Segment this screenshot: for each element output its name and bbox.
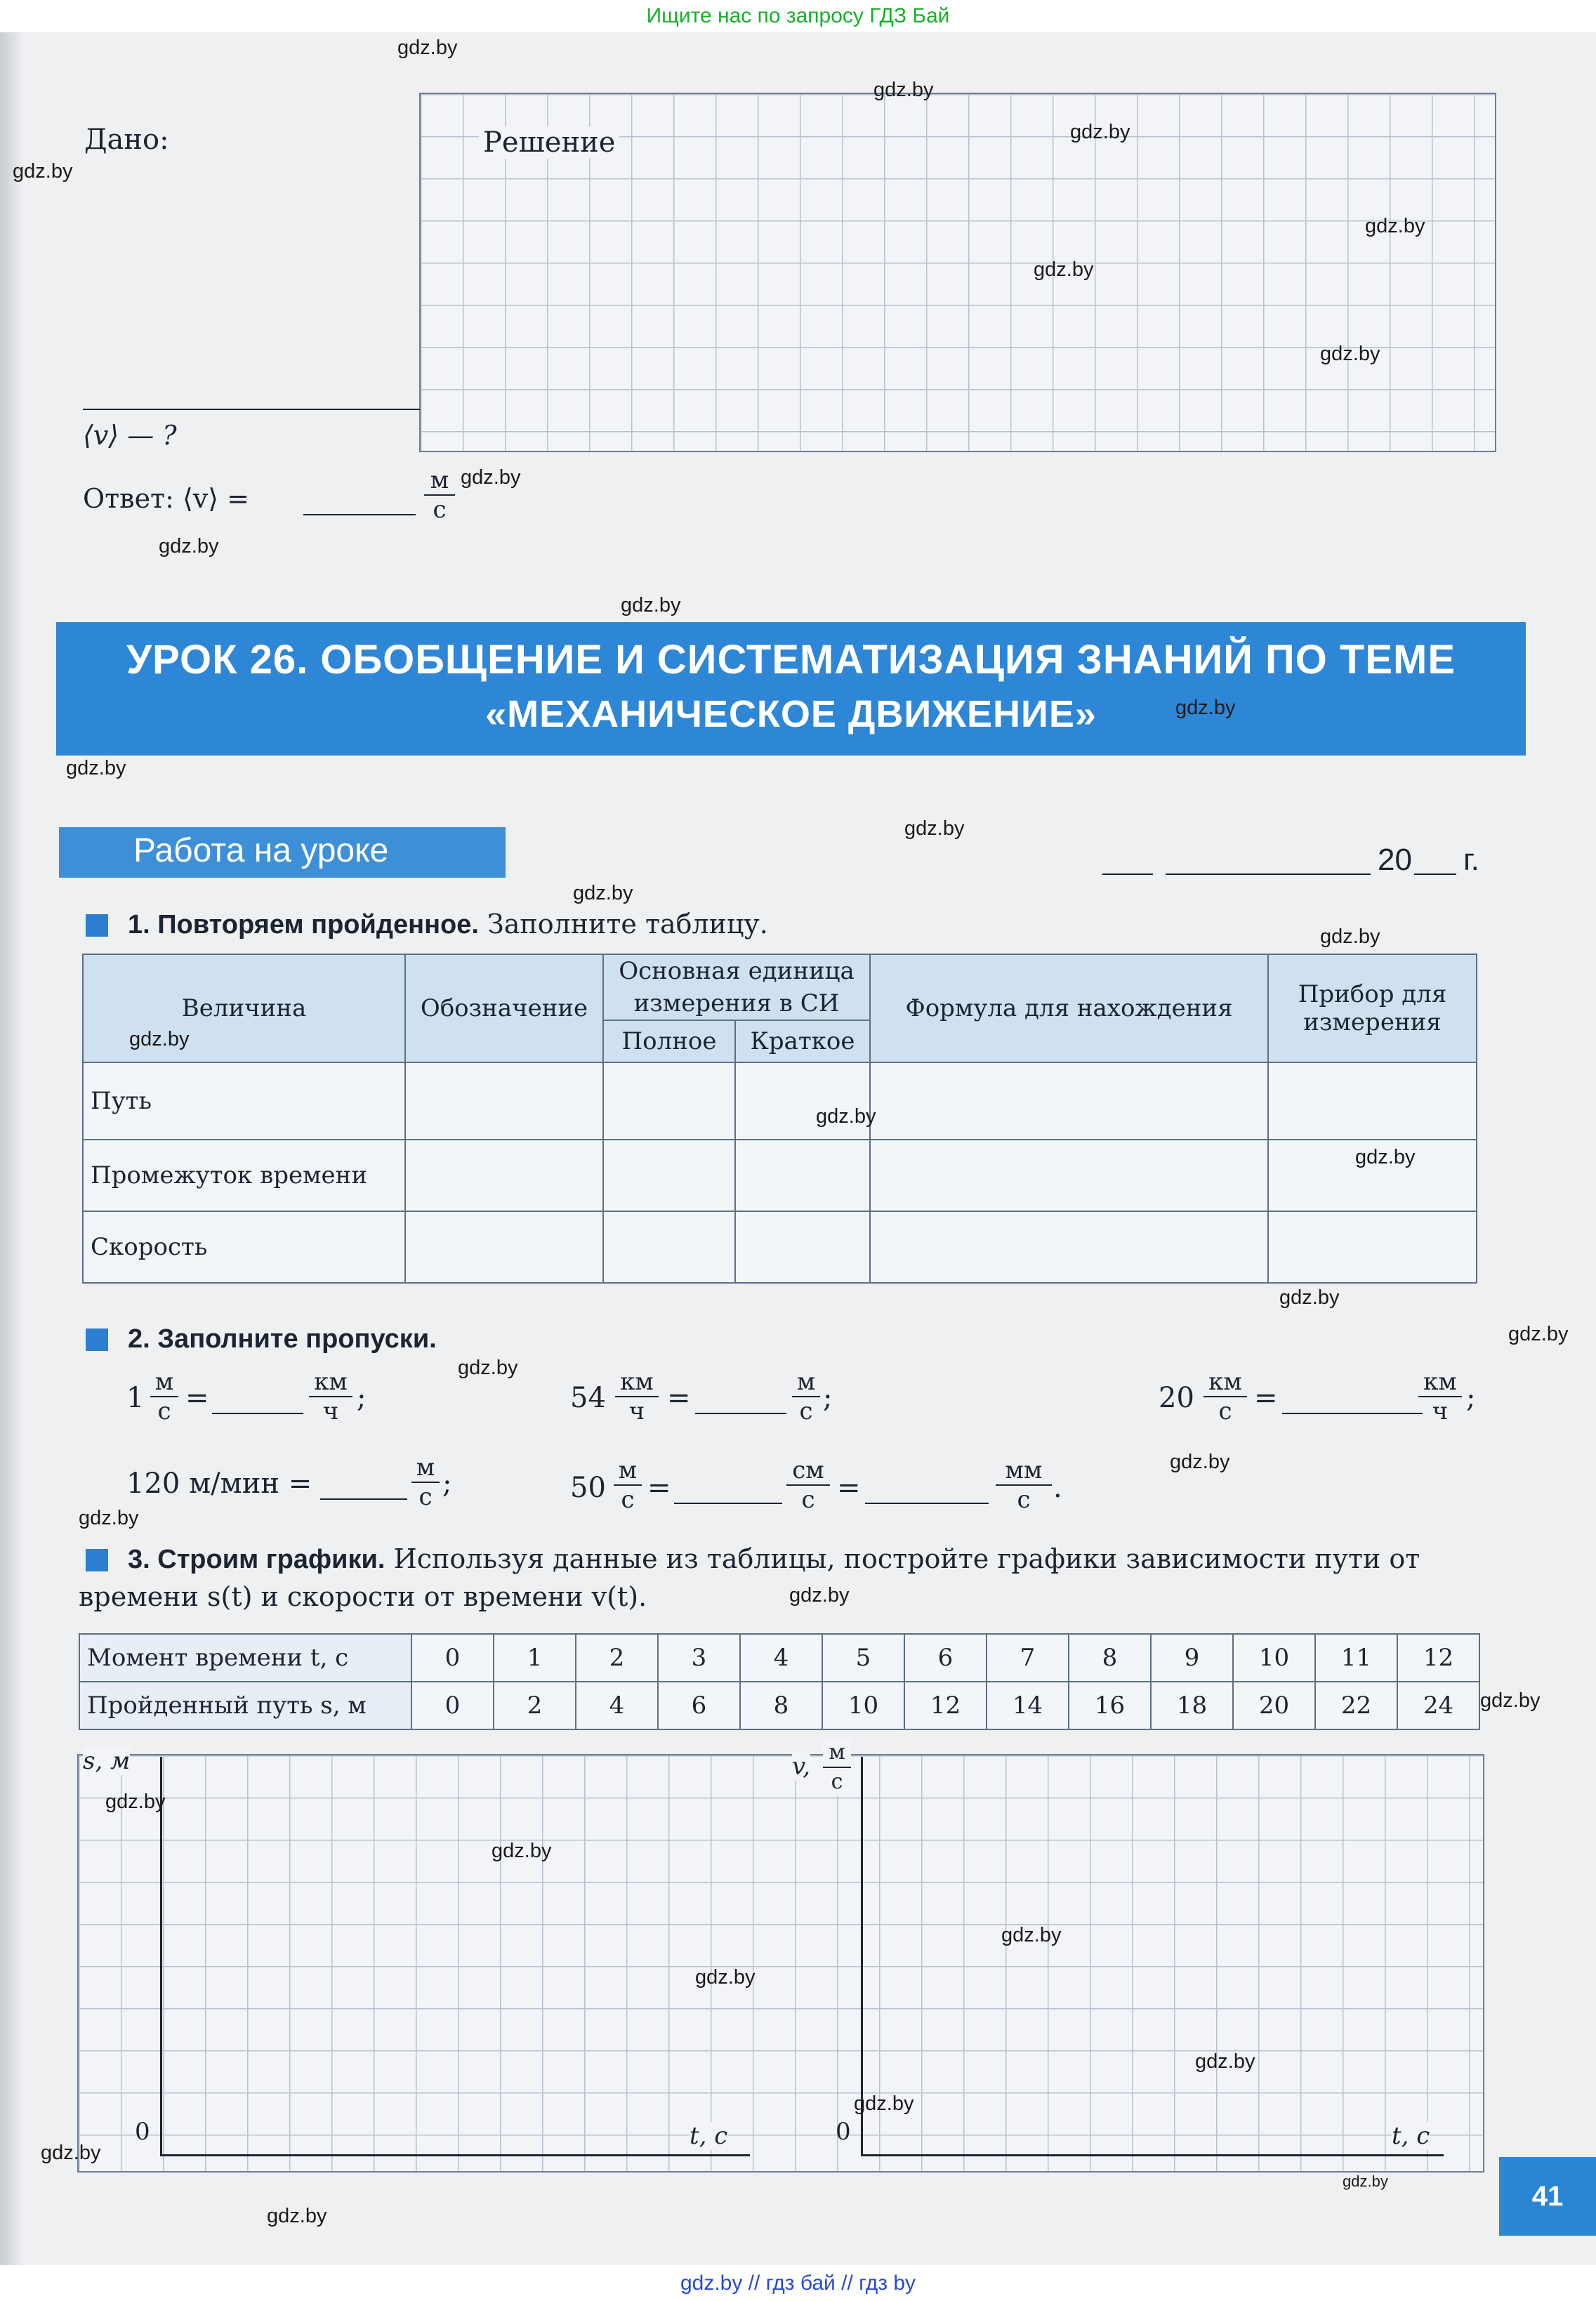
date-year-prefix: 20 (1378, 843, 1412, 877)
watermark-text: gdz.by (573, 882, 633, 904)
conv3-blank[interactable] (1282, 1413, 1423, 1414)
graph2-ylabel: v, (792, 1753, 810, 1781)
conv5-unit3: мм с (996, 1456, 1052, 1514)
watermark-text: gdz.by (461, 466, 521, 489)
solution-label: Решение (479, 126, 619, 159)
task2-heading (128, 1323, 437, 1354)
col-quantity: Величина (83, 954, 405, 1062)
distance-cell: 2 (494, 1682, 576, 1729)
distance-cell: 6 (658, 1682, 740, 1729)
watermark-text: gdz.by (41, 2142, 101, 2164)
time-cell: 2 (576, 1634, 658, 1682)
time-cell: 9 (1151, 1634, 1233, 1682)
given-divider (83, 409, 420, 410)
answer-unit: м с (424, 466, 455, 524)
time-cell: 3 (658, 1634, 740, 1682)
cell-formula[interactable] (870, 1062, 1268, 1140)
task2-title: 2. Заполните пропуски. (128, 1324, 437, 1354)
bottom-footer-links[interactable]: gdz.by // гдз бай // гдз by (0, 2265, 1596, 2301)
graph1-y-axis (160, 1757, 162, 2156)
conv4-unit: м с (411, 1453, 440, 1511)
task1-table (82, 954, 1477, 1284)
task2-marker-icon (86, 1328, 108, 1351)
top-promo-banner[interactable]: Ищите нас по запросу ГДЗ Бай (0, 0, 1596, 32)
conv1-lhs-unit: м с (150, 1368, 178, 1425)
conv5-eq2: = (837, 1472, 861, 1504)
lesson-title-line1: УРОК 26. ОБОБЩЕНИЕ И СИСТЕМАТИЗАЦИЯ ЗНАНИЙ ПО ТЕМЕ (126, 637, 1456, 683)
conv3-rhs-unit: км ч (1418, 1368, 1462, 1425)
watermark-text: gdz.by (904, 817, 965, 840)
given-label: Дано: (84, 124, 169, 156)
graph2-origin: 0 (836, 2118, 851, 2146)
page-binding-shadow (0, 32, 24, 2265)
time-cell: 8 (1069, 1634, 1151, 1682)
watermark-text: gdz.by (458, 1357, 518, 1379)
time-cell: 1 (494, 1634, 576, 1682)
distance-cell: 10 (822, 1682, 904, 1729)
time-cell: 11 (1315, 1634, 1397, 1682)
conv5-blank2[interactable] (865, 1503, 989, 1504)
row-label: Путь (83, 1062, 405, 1140)
table-row (83, 1211, 1477, 1283)
watermark-text: gdz.by (129, 1028, 190, 1050)
distance-cell: 16 (1069, 1682, 1151, 1729)
page-number: 41 (1499, 2157, 1596, 2236)
work-label: Работа на уроке (133, 832, 389, 869)
cell-short[interactable] (735, 1140, 870, 1211)
conv3-eq: = (1254, 1382, 1278, 1414)
graph1-origin: 0 (135, 2118, 150, 2146)
time-cell: 7 (987, 1634, 1069, 1682)
watermark-text: gdz.by (789, 1584, 850, 1607)
row-label: Скорость (83, 1211, 405, 1283)
watermark-text: gdz.by (873, 79, 934, 101)
watermark-text: gdz.by (13, 160, 73, 183)
cell-device[interactable] (1268, 1211, 1477, 1283)
watermark-text: gdz.by (1355, 1146, 1416, 1168)
watermark-text: gdz.by (1195, 2050, 1255, 2073)
conv4-sep: ; (442, 1468, 452, 1500)
conv1-rhs-unit: км ч (309, 1368, 352, 1425)
lesson-title-line2: «МЕХАНИЧЕСКОЕ ДВИЖЕНИЕ» (485, 693, 1097, 735)
graph1-xlabel: t, с (690, 2122, 728, 2150)
date-year-suffix: г. (1463, 843, 1479, 877)
table-row (83, 1140, 1477, 1211)
distance-cell: 12 (904, 1682, 987, 1729)
conv4-blank[interactable] (320, 1498, 407, 1500)
task3-title: 3. Строим графики. (128, 1545, 385, 1574)
row-label-time: Момент времени t, с (79, 1634, 411, 1682)
watermark-text: gdz.by (1343, 2173, 1388, 2190)
conv5-eq1: = (647, 1472, 671, 1504)
conv2-sep: ; (823, 1382, 833, 1414)
task3-data-table (79, 1633, 1480, 1730)
graph2-yunit: м с (823, 1739, 851, 1796)
cell-device[interactable] (1268, 1062, 1477, 1140)
conv2-lhs-unit: км ч (615, 1368, 659, 1425)
time-cell: 0 (411, 1634, 494, 1682)
task3-text1: Используя данные из таблицы, постройте графики зависимости пути от (393, 1543, 1420, 1574)
watermark-text: gdz.by (1320, 925, 1380, 948)
conv5-unit2: см с (786, 1456, 830, 1514)
conv1-sep: ; (357, 1382, 367, 1414)
graph2-x-axis (861, 2154, 1444, 2156)
cell-full[interactable] (603, 1211, 735, 1283)
conv1-eq: = (185, 1382, 209, 1414)
watermark-text: gdz.by (1001, 1924, 1062, 1946)
distance-cell: 8 (740, 1682, 822, 1729)
distance-cell: 18 (1151, 1682, 1233, 1729)
conv5-dot: . (1053, 1472, 1062, 1504)
cell-symbol[interactable] (405, 1211, 603, 1283)
table-row (79, 1634, 1479, 1682)
conv3-sep: ; (1466, 1382, 1476, 1414)
watermark-text: gdz.by (1480, 1689, 1541, 1712)
cell-symbol[interactable] (405, 1062, 603, 1140)
watermark-text: gdz.by (1365, 215, 1425, 237)
task3-text2: времени s(t) и скорости от времени v(t). (79, 1581, 647, 1612)
distance-cell: 4 (576, 1682, 658, 1729)
graphs-grid[interactable] (77, 1754, 1484, 2173)
graph2-xlabel: t, с (1392, 2122, 1430, 2150)
graph1-x-axis (160, 2154, 750, 2156)
conv5-blank1[interactable] (674, 1503, 782, 1504)
conv1-coef: 1 (126, 1382, 145, 1414)
answer-label: Ответ: ⟨v⟩ = (83, 483, 249, 514)
conv2-rhs-unit: м с (792, 1368, 820, 1425)
conv3-coef: 20 (1159, 1382, 1194, 1414)
unknown-quantity: ⟨v⟩ — ? (83, 420, 177, 451)
col-short: Краткое (735, 1020, 870, 1062)
distance-cell: 14 (987, 1682, 1069, 1729)
watermark-text: gdz.by (1170, 1451, 1230, 1473)
date-day-blank[interactable] (1102, 873, 1153, 875)
distance-cell: 0 (411, 1682, 494, 1729)
time-cell: 6 (904, 1634, 987, 1682)
cell-symbol[interactable] (405, 1140, 603, 1211)
watermark-text: gdz.by (1175, 697, 1236, 719)
distance-cell: 22 (1315, 1682, 1397, 1729)
watermark-text: gdz.by (1070, 121, 1130, 143)
task3-heading (128, 1543, 1420, 1575)
col-full: Полное (603, 1020, 735, 1062)
conv1-blank[interactable] (212, 1413, 303, 1414)
conv5-coef: 50 (570, 1472, 606, 1504)
task3-marker-icon (86, 1549, 108, 1571)
row-label-distance: Пройденный путь s, м (79, 1682, 411, 1729)
distance-cell: 20 (1233, 1682, 1315, 1729)
col-device: Прибор для измерения (1268, 954, 1477, 1062)
watermark-text: gdz.by (492, 1840, 552, 1862)
watermark-text: gdz.by (1034, 258, 1094, 281)
cell-full[interactable] (603, 1062, 735, 1140)
answer-blank[interactable] (303, 514, 416, 515)
task1-title: 1. Повторяем пройденное. (128, 910, 479, 939)
graph1-ylabel: s, м (83, 1747, 131, 1775)
time-cell: 12 (1397, 1634, 1479, 1682)
cell-short[interactable] (735, 1211, 870, 1283)
row-label: Промежуток времени (83, 1140, 405, 1211)
watermark-text: gdz.by (695, 1966, 756, 1989)
conv2-eq: = (667, 1382, 691, 1414)
conv2-coef: 54 (570, 1382, 606, 1414)
distance-cell: 24 (1397, 1682, 1479, 1729)
watermark-text: gdz.by (66, 757, 126, 779)
watermark-text: gdz.by (1279, 1286, 1340, 1309)
conv5-unit1: м с (614, 1456, 642, 1514)
time-cell: 10 (1233, 1634, 1315, 1682)
col-si-unit: Основная единица измерения в СИ (603, 954, 870, 1020)
cell-formula[interactable] (870, 1140, 1268, 1211)
watermark-text: gdz.by (1320, 343, 1380, 365)
time-cell: 5 (822, 1634, 904, 1682)
watermark-text: gdz.by (397, 37, 458, 59)
task1-marker-icon (86, 914, 108, 937)
task1-heading (128, 909, 768, 940)
cell-formula[interactable] (870, 1211, 1268, 1283)
conv4-lhs: 120 м/мин = (126, 1468, 312, 1500)
watermark-text: gdz.by (621, 594, 681, 617)
cell-full[interactable] (603, 1140, 735, 1211)
table-row (83, 1062, 1477, 1140)
col-formula: Формула для нахождения (870, 954, 1268, 1062)
watermark-text: gdz.by (854, 2092, 914, 2115)
task1-text: Заполните таблицу. (487, 909, 768, 939)
watermark-text: gdz.by (79, 1507, 139, 1529)
watermark-text: gdz.by (105, 1791, 166, 1813)
watermark-text: gdz.by (1508, 1323, 1569, 1345)
lesson-banner (56, 622, 1526, 756)
conv3-lhs-unit: км с (1203, 1368, 1247, 1425)
watermark-text: gdz.by (159, 535, 219, 558)
watermark-text: gdz.by (816, 1105, 876, 1128)
conv2-blank[interactable] (695, 1413, 786, 1414)
col-symbol: Обозначение (405, 954, 603, 1062)
time-cell: 4 (740, 1634, 822, 1682)
date-month-blank[interactable] (1166, 873, 1371, 875)
watermark-text: gdz.by (267, 2205, 327, 2227)
date-year-blank[interactable] (1414, 873, 1456, 875)
table-row (79, 1682, 1479, 1729)
